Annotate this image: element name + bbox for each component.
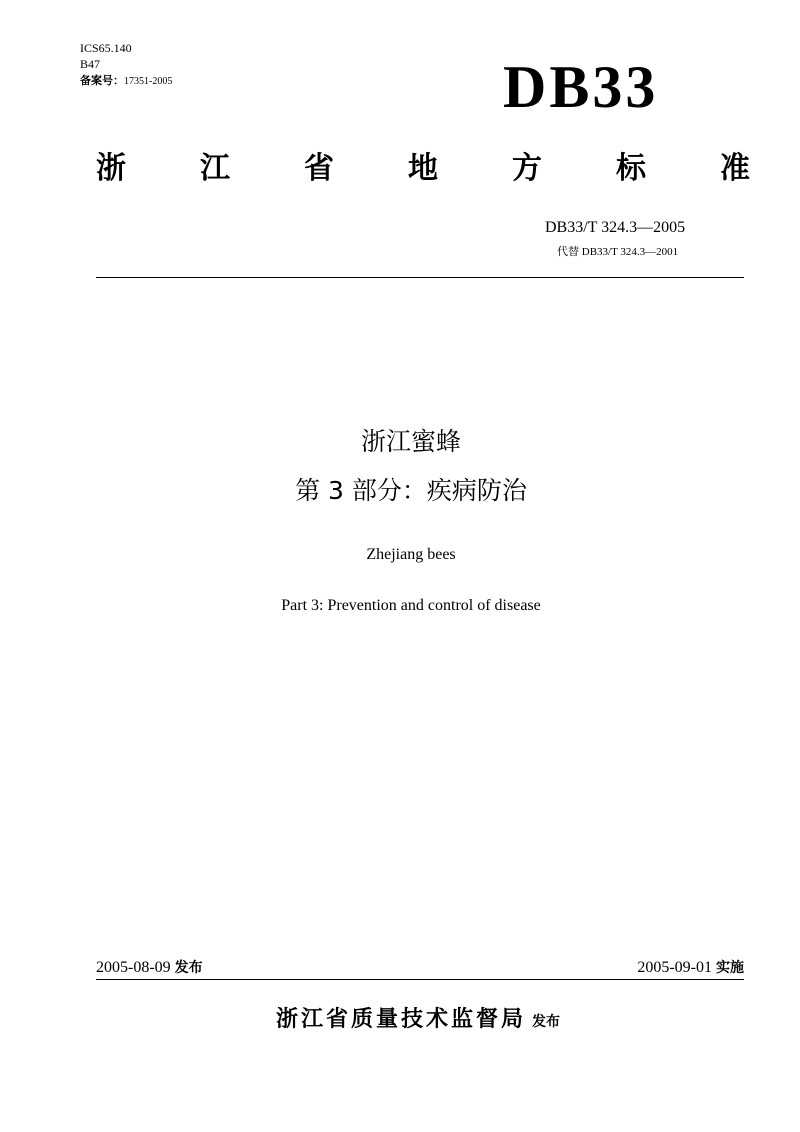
classification-code: B47 — [80, 57, 101, 71]
region-code: DB33 — [503, 54, 659, 120]
standard-type-char: 准 — [720, 151, 750, 186]
standard-type-char: 江 — [200, 151, 230, 186]
standard-number: DB33/T 324.3—2005 — [545, 219, 686, 236]
footer-divider — [96, 979, 744, 980]
document-meta — [80, 40, 172, 90]
replaces-standard: 代替 DB33/T 324.3—2001 — [557, 246, 679, 258]
publisher — [0, 1002, 800, 1033]
issue-date — [96, 958, 203, 978]
standard-type-char: 省 — [304, 151, 334, 186]
ics-code: ICS65.140 — [80, 41, 132, 55]
publisher-org: 浙江省质量技术监督局 — [275, 1007, 526, 1032]
filing-number: 17351-2005 — [124, 76, 173, 87]
implementation-label: 实施 — [716, 960, 744, 976]
title-en-main: Zhejiang bees — [366, 546, 456, 563]
title-en-part: Part 3: Prevention and control of disease — [281, 597, 541, 614]
filing-label: 备案号： — [80, 74, 124, 87]
implementation-date — [637, 958, 744, 978]
standard-type-title — [96, 148, 750, 190]
implementation-date-value: 2005-09-01 — [637, 959, 712, 976]
title-zh-part: 第 3 部分：疾病防治 — [295, 476, 527, 505]
publisher-label: 发布 — [532, 1014, 560, 1030]
filing-record — [80, 72, 172, 90]
issue-label: 发布 — [174, 960, 203, 976]
issue-date-value: 2005-08-09 — [96, 959, 171, 976]
title-zh-main: 浙江蜜蜂 — [360, 427, 461, 456]
standard-type-char: 标 — [616, 151, 646, 186]
standard-type-char: 地 — [408, 151, 438, 186]
header-divider — [96, 277, 744, 278]
standard-type-char: 浙 — [96, 151, 126, 186]
standard-type-char: 方 — [512, 151, 542, 186]
